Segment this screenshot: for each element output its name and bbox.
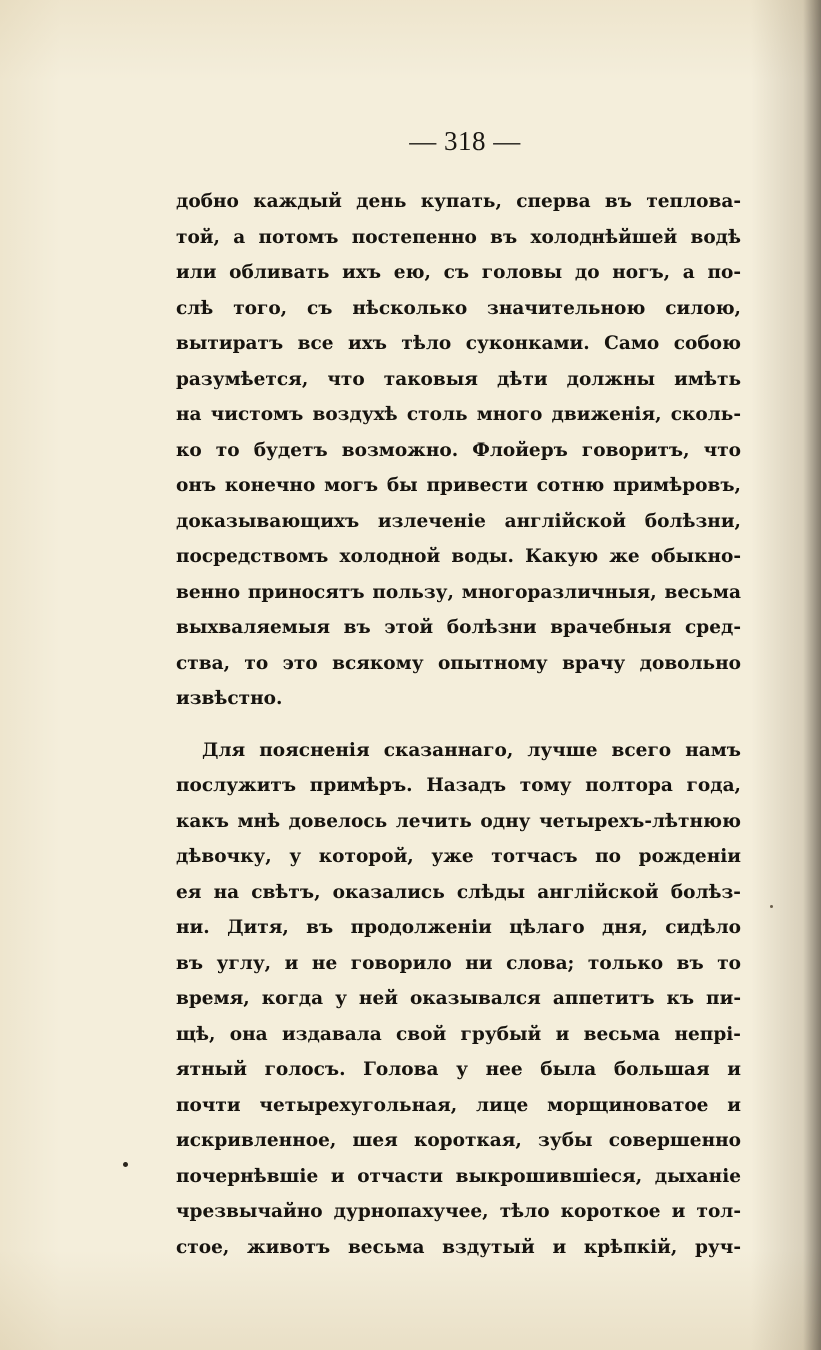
text-line: ятный голосъ. Голова у нее была большая и [176, 1059, 741, 1080]
body-text [176, 184, 741, 1265]
text-line: доказывающихъ излеченіе англійской болѣзни, [176, 510, 741, 532]
text-line: время, когда у ней оказывался аппетитъ къ пи- [176, 988, 741, 1009]
text-line: онъ конечно могъ бы привести сотню примѣровъ, [176, 475, 741, 496]
text-line: на чистомъ воздухѣ столь много движенія, сколь- [176, 404, 741, 425]
text-line: искривленное, шея короткая, зубы совершенно [176, 1130, 741, 1151]
text-line: послужитъ примѣръ. Назадъ тому полтора года, [176, 775, 741, 796]
text-line: той, а потомъ постепенно въ холоднѣйшей водѣ [176, 226, 741, 248]
text-line: венно приносятъ пользу, многоразличныя, весьма [176, 581, 741, 603]
text-line: посредствомъ холодной воды. Какую же обыкно- [176, 546, 741, 567]
ink-speck [123, 1162, 128, 1167]
paragraph-2 [176, 733, 741, 1266]
text-line: щѣ, она издавала свой грубый и весьма непрі- [176, 1023, 741, 1045]
text-line: ства, то это всякому опытному врачу довольно [176, 652, 741, 674]
text-line: выхваляемыя въ этой болѣзни врачебныя сред- [176, 617, 741, 638]
text-line: дѣвочку, у которой, уже тотчасъ по рожденіи [176, 846, 741, 867]
text-line: почернѣвшіе и отчасти выкрошившіеся, дыханіе [176, 1165, 741, 1187]
text-line: въ углу, и не говорило ни слова; только въ то [176, 952, 741, 974]
text-line: добно каждый день купать, сперва въ теплова- [176, 191, 741, 212]
text-line: стое, животъ весьма вздутый и крѣпкій, руч- [176, 1236, 741, 1258]
page-number: — 318 — [409, 126, 521, 156]
text-line: ни. Дитя, въ продолженіи цѣлаго дня, сидѣло [176, 917, 741, 938]
paragraph-gap [176, 717, 741, 733]
text-line: слѣ того, съ нѣсколько значительною силою, [176, 297, 741, 319]
text-line: ея на свѣтъ, оказались слѣды англійской болѣз- [176, 881, 741, 903]
text-line: или обливать ихъ ею, съ головы до ногъ, а по- [176, 262, 741, 283]
text-line: разумѣется, что таковыя дѣти должны имѣть [176, 368, 741, 390]
text-line: почти четырехугольная, лице морщиноватое и [176, 1094, 741, 1116]
paragraph-1 [176, 184, 741, 717]
text-line: какъ мнѣ довелось лечить одну четырехъ-лѣтнюю [176, 810, 741, 832]
text-line: чрезвычайно дурнопахучее, тѣло короткое и тол- [176, 1201, 741, 1222]
text-line: извѣстно. [176, 688, 283, 709]
text-line: Для поясненія сказаннаго, лучше всего намъ [202, 739, 741, 761]
ink-speck [770, 905, 773, 908]
text-line: вытиратъ все ихъ тѣло суконками. Само собою [176, 333, 741, 354]
text-line: ко то будетъ возможно. Флойеръ говоритъ, что [176, 439, 741, 461]
